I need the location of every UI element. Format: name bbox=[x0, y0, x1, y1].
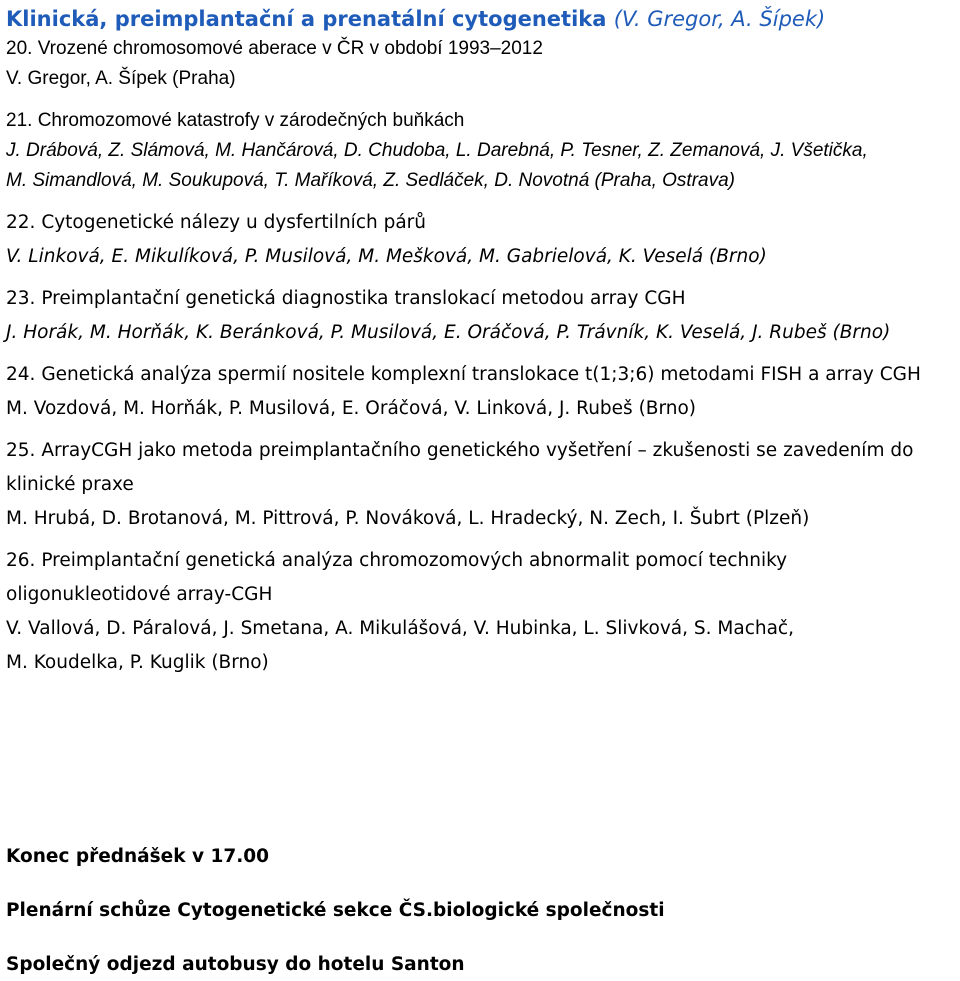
talk-24 bbox=[6, 358, 956, 426]
talk-authors: V. Gregor, A. Šípek (Praha) bbox=[6, 68, 236, 89]
talk-authors: J. Drábová, Z. Slámová, M. Hančárová, D. Chudoba, L. Darebná, P. Tesner, Z. Zemanová, J. Všetička, bbox=[6, 140, 868, 161]
talk-number: 23. bbox=[6, 288, 36, 309]
talk-22 bbox=[6, 206, 956, 274]
bus-departure-note: Společný odjezd autobusy do hotelu Santon bbox=[6, 954, 465, 975]
talk-title bbox=[6, 358, 956, 392]
talk-25 bbox=[6, 434, 956, 536]
talk-number: 25. bbox=[6, 440, 36, 461]
talk-title-continued: oligonukleotidové array-CGH bbox=[6, 584, 273, 605]
talk-authors: M. Vozdová, M. Horňák, P. Musilová, E. Oráčová, V. Linková, J. Rubeš (Brno) bbox=[6, 398, 697, 419]
plenary-meeting-note: Plenární schůze Cytogenetické sekce ČS.biologické společnosti bbox=[6, 900, 665, 921]
talk-title-text: Preimplantační genetická analýza chromozomových abnormalit pomocí techniky bbox=[41, 550, 788, 571]
talk-title-text: Cytogenetické nálezy u dysfertilních párů bbox=[41, 212, 427, 233]
talk-title-text: Genetická analýza spermií nositele komplexní translokace t(1;3;6) metodami FISH a array CGH bbox=[41, 364, 921, 385]
talk-title-text: Preimplantační genetická diagnostika translokací metodou array CGH bbox=[41, 288, 686, 309]
end-of-talks-note: Konec přednášek v 17.00 bbox=[6, 846, 269, 867]
talk-number: 22. bbox=[6, 212, 36, 233]
talk-authors: M. Simandlová, M. Soukupová, T. Maříková, Z. Sedláček, D. Novotná (Praha, Ostrava) bbox=[6, 170, 735, 191]
talk-authors: V. Linková, E. Mikulíková, P. Musilová, M. Mešková, M. Gabrielová, K. Veselá (Brno) bbox=[6, 246, 767, 267]
talk-21 bbox=[6, 106, 956, 196]
session-heading bbox=[6, 4, 956, 34]
talk-title bbox=[6, 106, 956, 136]
talk-number: 24. bbox=[6, 364, 36, 385]
talk-title-continued: klinické praxe bbox=[6, 474, 134, 495]
session-title: Klinická, preimplantační a prenatální cytogenetika bbox=[6, 7, 607, 31]
talk-authors: M. Hrubá, D. Brotanová, M. Pittrová, P. Nováková, L. Hradecký, N. Zech, I. Šubrt (Plzeň) bbox=[6, 508, 810, 529]
talk-title bbox=[6, 34, 956, 64]
talk-23 bbox=[6, 282, 956, 350]
talk-title bbox=[6, 282, 956, 316]
program-page bbox=[6, 4, 956, 680]
talk-authors: J. Horák, M. Horňák, K. Beránková, P. Musilová, E. Oráčová, P. Trávník, K. Veselá, J. Rubeš (Brno) bbox=[6, 322, 891, 343]
talk-number: 20. bbox=[6, 38, 33, 59]
talk-20 bbox=[6, 34, 956, 94]
talk-authors: M. Koudelka, P. Kuglik (Brno) bbox=[6, 652, 269, 673]
talk-title-text: Vrozené chromosomové aberace v ČR v období 1993–2012 bbox=[37, 38, 543, 59]
talk-title bbox=[6, 206, 956, 240]
talk-authors: V. Vallová, D. Páralová, J. Smetana, A. Mikulášová, V. Hubinka, L. Slivková, S. Machač, bbox=[6, 618, 794, 639]
talk-title bbox=[6, 544, 956, 578]
talk-title-text: ArrayCGH jako metoda preimplantačního genetického vyšetření – zkušenosti se zavedením do bbox=[41, 440, 914, 461]
talk-number: 21. bbox=[6, 110, 33, 131]
talk-number: 26. bbox=[6, 550, 36, 571]
session-chairs: (V. Gregor, A. Šípek) bbox=[613, 7, 826, 31]
talk-title bbox=[6, 434, 956, 468]
talk-26 bbox=[6, 544, 956, 680]
talk-title-text: Chromozomové katastrofy v zárodečných buňkách bbox=[37, 110, 465, 131]
